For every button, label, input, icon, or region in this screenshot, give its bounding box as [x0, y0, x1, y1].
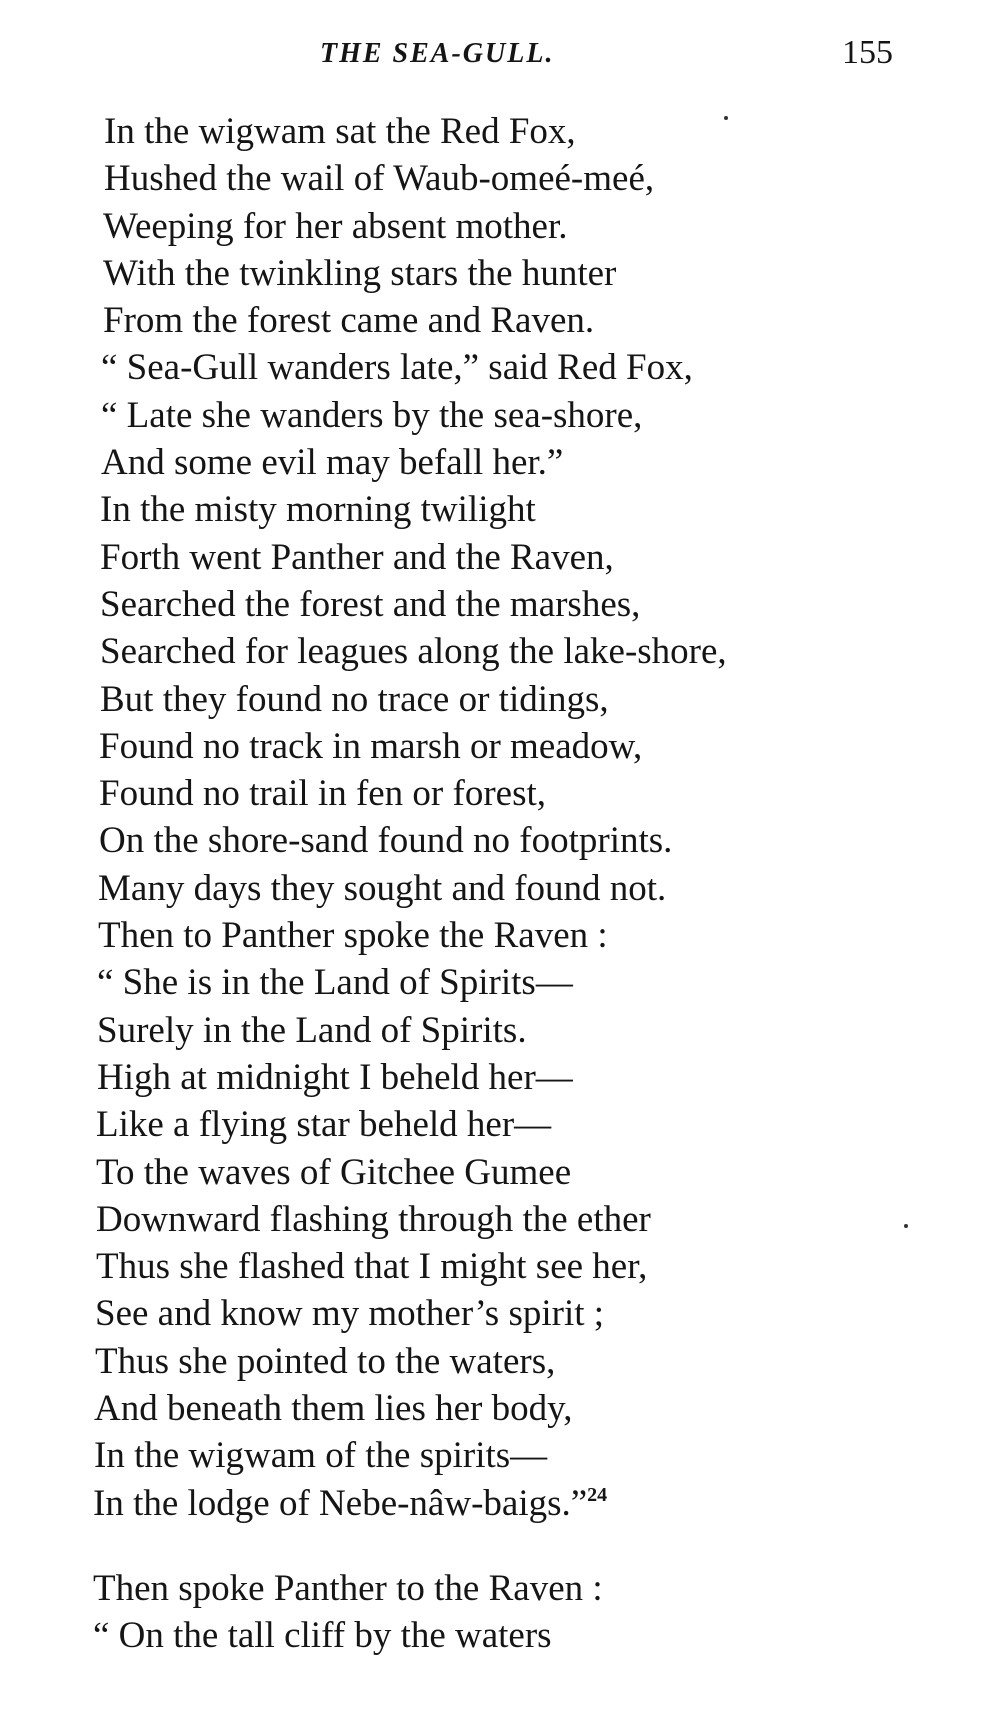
verse-line: But they found no trace or tidings, [100, 678, 609, 720]
running-title: THE SEA-GULL. [320, 38, 555, 69]
ink-speck [904, 1224, 908, 1228]
verse-line: Then to Panther spoke the Raven : [98, 915, 608, 957]
verse-line: “ She is in the Land of Spirits— [97, 962, 573, 1004]
verse-line: See and know my mother’s spirit ; [95, 1293, 605, 1335]
verse-line: Surely in the Land of Spirits. [97, 1009, 527, 1051]
verse-line [93, 1480, 1000, 1527]
verse-line: With the twinkling stars the hunter [103, 252, 617, 294]
verse-line: Searched for leagues along the lake-shore, [100, 631, 727, 673]
verse-line: “ Late she wanders by the sea-shore, [101, 394, 643, 436]
verse-line: Found no track in marsh or meadow, [99, 725, 643, 767]
verse-line: And beneath them lies her body, [94, 1388, 573, 1430]
verse-line: Downward flashing through the ether [96, 1198, 651, 1240]
verse-line: And some evil may befall her.” [101, 442, 564, 484]
poem-body [0, 108, 1000, 1660]
verse-line: High at midnight I beheld her— [97, 1056, 573, 1098]
verse-line: Forth went Panther and the Raven, [100, 536, 614, 578]
verse-line: “ On the tall cliff by the waters [93, 1615, 552, 1657]
verse-line: Thus she flashed that I might see her, [96, 1246, 648, 1288]
verse-line: Many days they sought and found not. [98, 867, 667, 909]
verse-line-text: In the lodge of Nebe-nâw-baigs.” [93, 1482, 588, 1524]
ink-speck [724, 116, 728, 120]
verse-line: Hushed the wail of Waub-omeé-meé, [104, 158, 655, 200]
verse-line: From the forest came and Raven. [103, 300, 595, 342]
verse-line: In the wigwam of the spirits— [94, 1435, 548, 1477]
verse-line: On the shore-sand found no footprints. [99, 820, 673, 862]
verse-line: Found no trail in fen or forest, [99, 773, 546, 815]
verse-line: In the misty morning twilight [100, 489, 536, 531]
verse-line: Then spoke Panther to the Raven : [93, 1567, 603, 1609]
stanza-2 [0, 1565, 1000, 1660]
stanza-1 [0, 108, 1000, 1527]
verse-line: In the wigwam sat the Red Fox, [104, 111, 576, 152]
verse-line: To the waves of Gitchee Gumee [96, 1151, 572, 1193]
verse-line: “ Sea-Gull wanders late,” said Red Fox, [101, 347, 693, 389]
footnote-marker: 24 [587, 1483, 608, 1506]
verse-line: Searched the forest and the marshes, [100, 583, 641, 625]
running-head [0, 32, 1000, 82]
verse-line: Thus she pointed to the waters, [95, 1340, 556, 1382]
verse-line: Weeping for her absent mother. [103, 205, 568, 247]
page-number: 155 [842, 34, 893, 71]
verse-line: Like a flying star beheld her— [96, 1104, 552, 1146]
stanza-break [0, 1527, 1000, 1565]
